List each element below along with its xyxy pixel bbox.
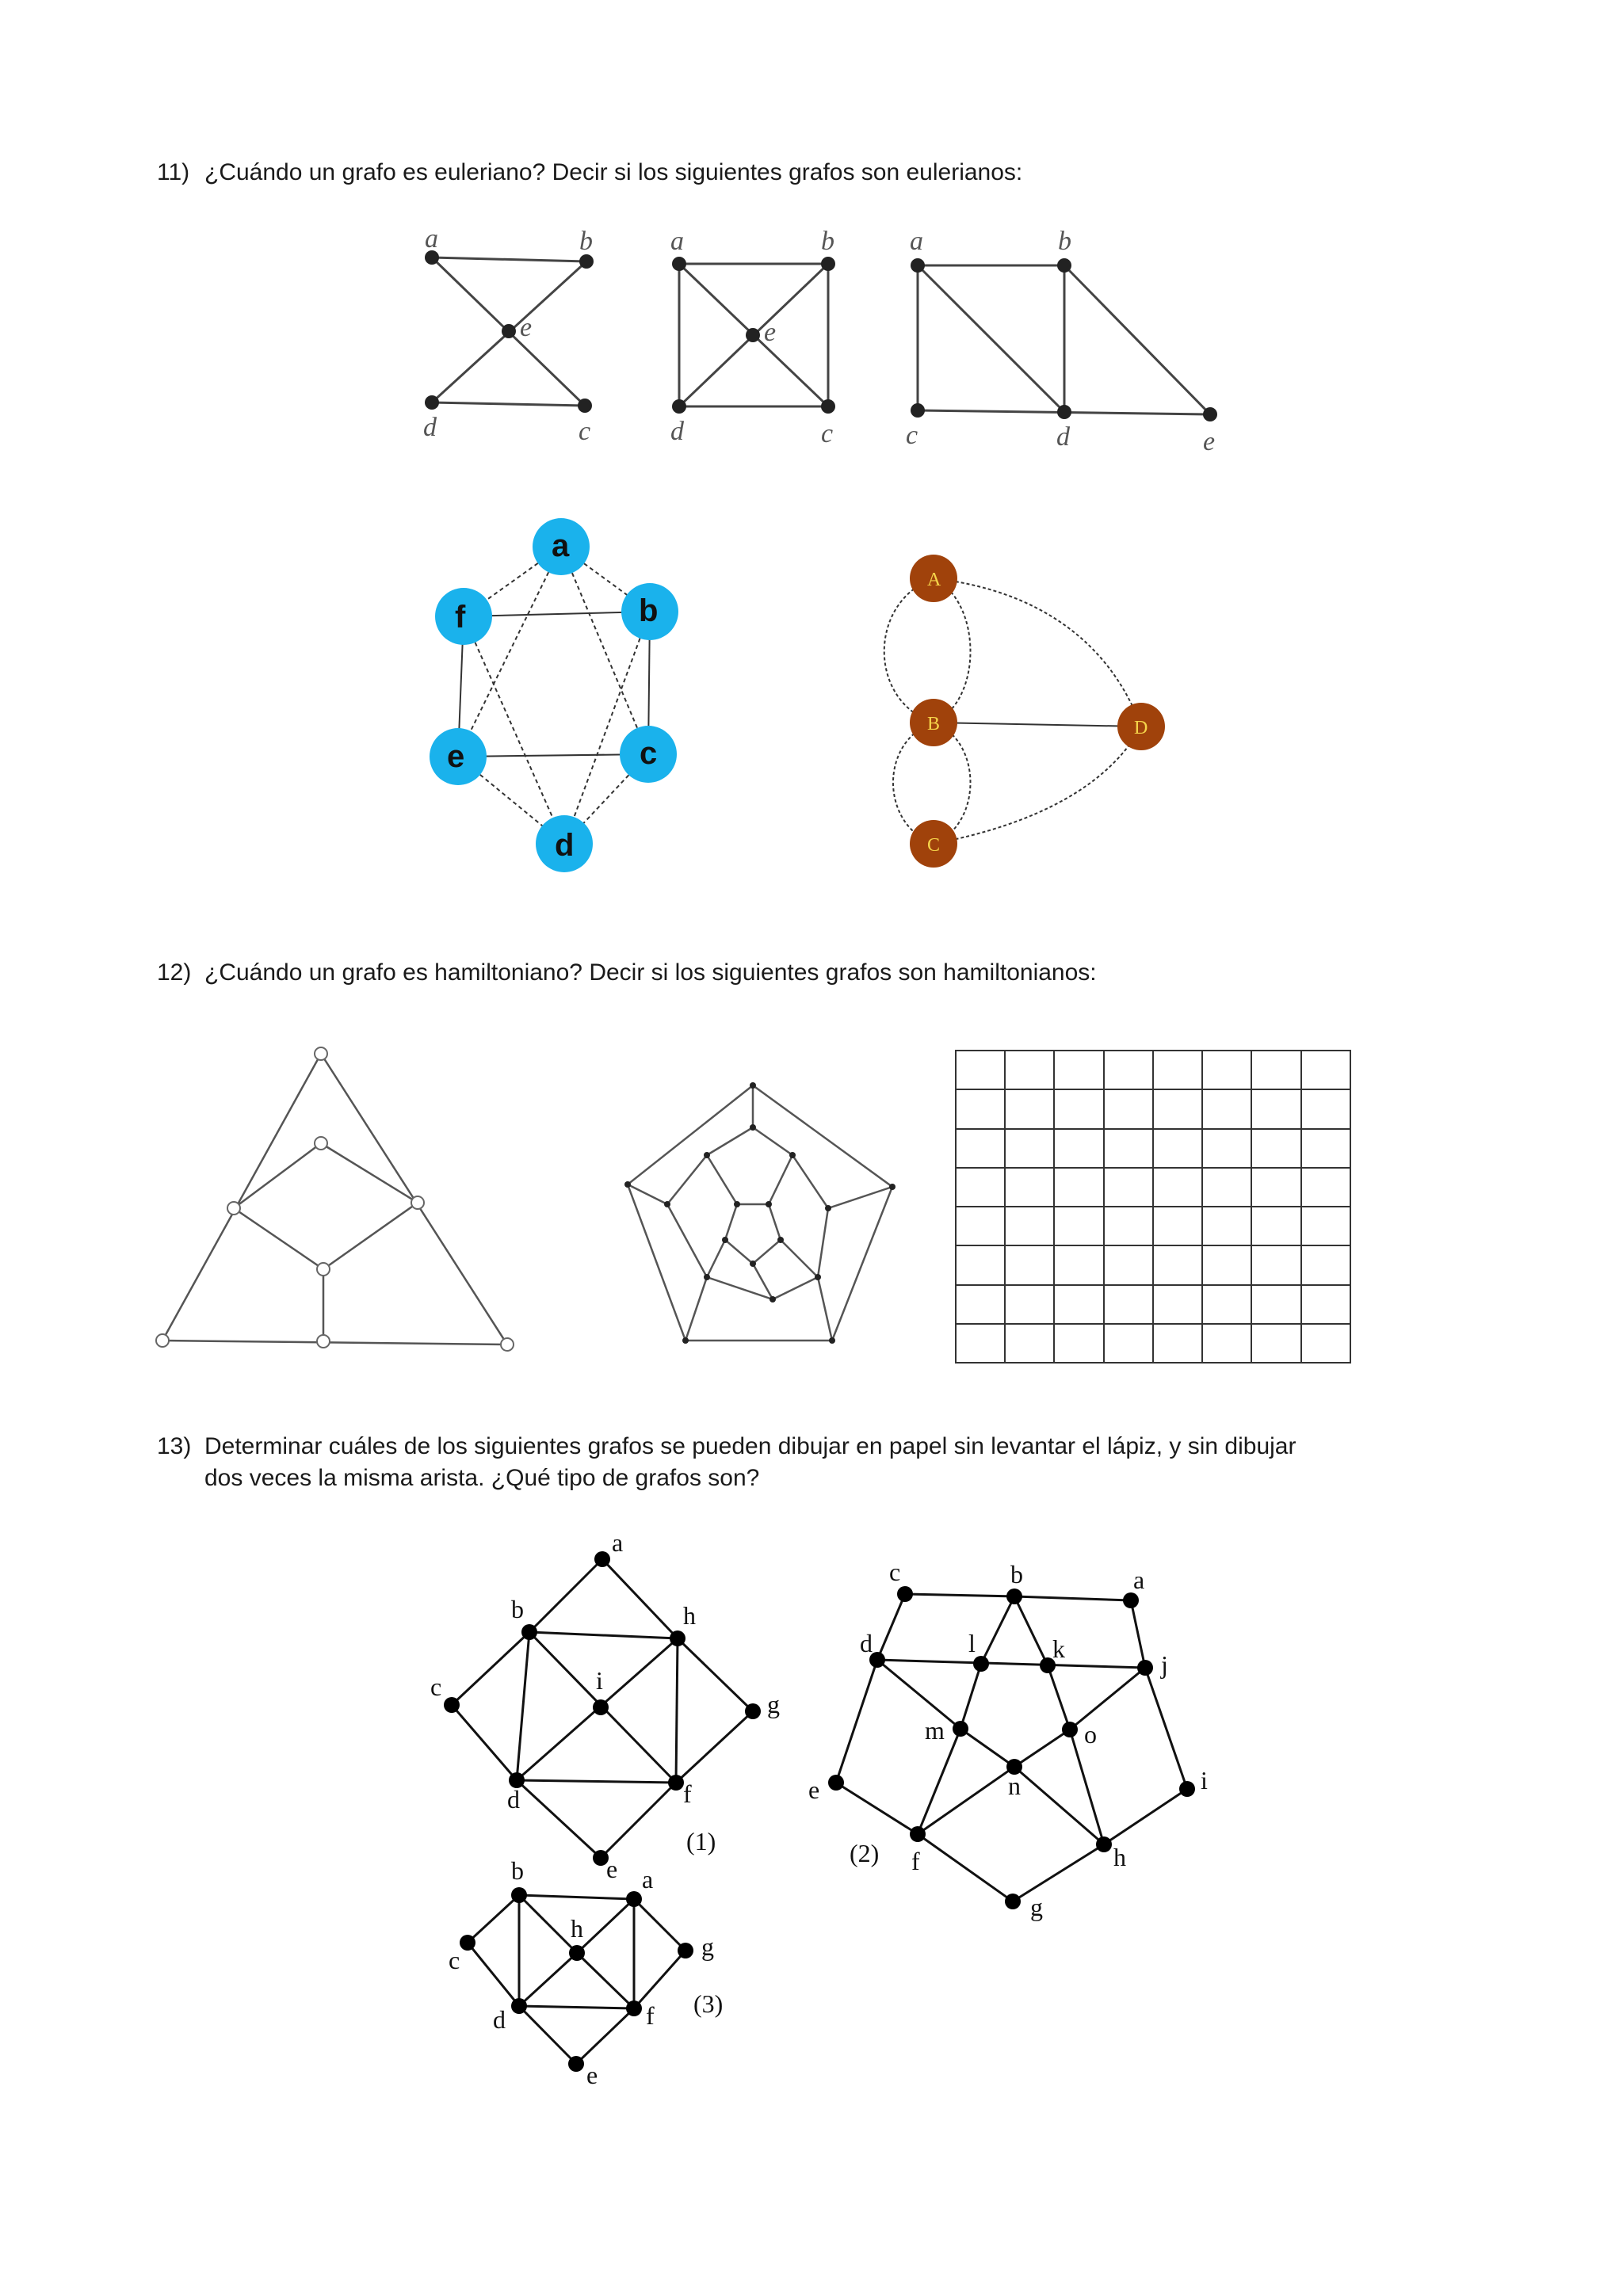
hamilton-graph-dodecahedron: [628, 1085, 892, 1341]
node-label: f: [455, 600, 466, 635]
node-label: e: [808, 1775, 820, 1804]
node-label: d: [670, 417, 684, 446]
question-text: ¿Cuándo un grafo es hamiltoniano? Decir si los siguientes grafos son hamiltonianos:: [204, 959, 1097, 986]
node-label: c: [430, 1672, 442, 1701]
node-label: m: [925, 1716, 945, 1745]
euler-graph-4: [458, 547, 650, 844]
node-label: d: [493, 2005, 506, 2034]
node-label: a: [612, 1528, 624, 1557]
node-label: f: [683, 1779, 692, 1808]
node-label: i: [1201, 1766, 1208, 1794]
node-label: C: [927, 835, 941, 856]
node-label: b: [821, 227, 834, 256]
node-label: d: [555, 828, 575, 863]
node-label: g: [701, 1932, 714, 1961]
question-number: 11): [157, 159, 190, 185]
node-label: d: [860, 1629, 873, 1657]
node-label: a: [910, 227, 923, 256]
node-label: c: [906, 421, 918, 450]
graph-caption: (1): [686, 1827, 716, 1855]
node-label: a: [642, 1865, 654, 1894]
node-label: b: [511, 1595, 524, 1623]
question-text-line1: Determinar cuáles de los siguientes grafos se pueden dibujar en papel sin levantar el lápiz, y sin dibujar: [204, 1433, 1296, 1459]
node-label: g: [1030, 1893, 1043, 1921]
node-label: a: [552, 528, 570, 563]
node-label: b: [639, 593, 659, 628]
node-label: n: [1008, 1772, 1021, 1800]
draw-graph-2: [836, 1594, 1187, 1901]
node-label: d: [1056, 422, 1070, 452]
node-label: b: [579, 227, 593, 256]
question-number: 12): [157, 959, 192, 986]
node-label: A: [927, 570, 941, 590]
node-label: i: [596, 1666, 603, 1695]
node-label: B: [927, 714, 941, 734]
euler-graph-3: [918, 265, 1210, 414]
node-label: b: [1010, 1560, 1023, 1589]
node-label: j: [1161, 1650, 1168, 1679]
question-number: 13): [157, 1433, 192, 1459]
node-label: f: [911, 1847, 920, 1875]
graph-caption: (2): [850, 1839, 880, 1867]
node-label: o: [1084, 1720, 1097, 1749]
node-label: d: [507, 1785, 520, 1814]
node-label: a: [670, 227, 684, 256]
node-label: a: [425, 224, 438, 254]
node-label: e: [606, 1855, 618, 1883]
node-label: D: [1134, 718, 1148, 738]
node-label: a: [1133, 1566, 1145, 1594]
node-label: d: [423, 413, 437, 442]
node-label: e: [586, 2061, 598, 2089]
node-label: h: [683, 1601, 696, 1630]
node-label: e: [447, 739, 465, 774]
question-text-line2: dos veces la misma arista. ¿Qué tipo de grafos son?: [204, 1465, 760, 1491]
node-label: c: [449, 1946, 460, 1974]
node-label: e: [764, 318, 777, 347]
hamilton-graph-triangle: [162, 1054, 507, 1344]
node-label: l: [968, 1629, 976, 1657]
node-label: k: [1052, 1634, 1065, 1663]
node-label: h: [1113, 1843, 1126, 1871]
node-label: e: [520, 313, 533, 342]
node-label: c: [640, 736, 658, 771]
node-label: e: [1203, 427, 1216, 456]
node-label: f: [646, 2001, 655, 2030]
node-label: b: [1058, 227, 1071, 256]
question-text: ¿Cuándo un grafo es euleriano? Decir si los siguientes grafos son eulerianos:: [204, 159, 1023, 185]
hamilton-graph-grid: [956, 1051, 1350, 1363]
node-label: c: [889, 1558, 901, 1586]
node-label: b: [511, 1856, 524, 1885]
node-label: h: [571, 1914, 583, 1943]
node-label: c: [821, 419, 834, 448]
node-label: g: [767, 1690, 780, 1718]
graph-caption: (3): [693, 1989, 724, 2018]
node-label: c: [579, 417, 591, 446]
